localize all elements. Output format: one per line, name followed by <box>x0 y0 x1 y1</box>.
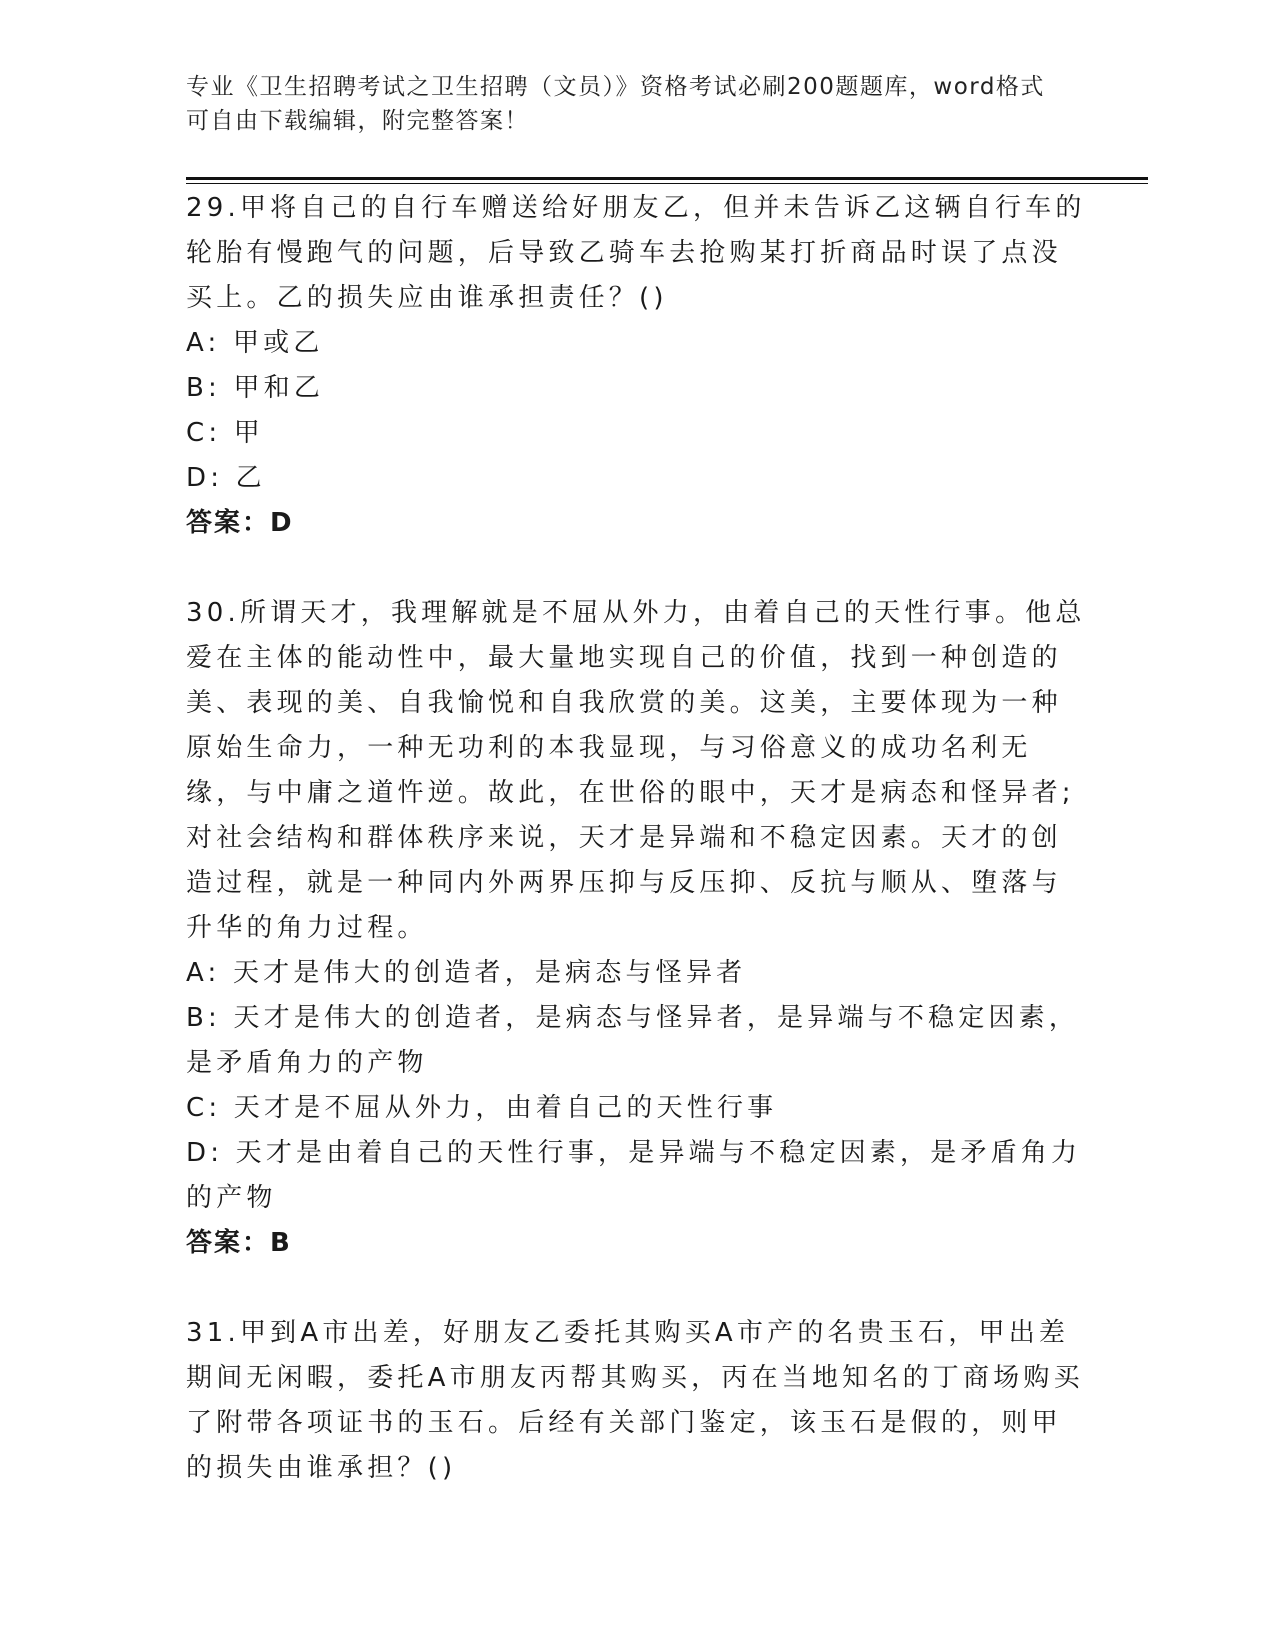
option-a: A: 天才是伟大的创造者，是病态与怪异者 <box>186 958 747 988</box>
header-rule-thick <box>186 177 1148 180</box>
answer-label: 答案：B <box>186 1228 292 1258</box>
question-text: 29.甲将自己的自行车赠送给好朋友乙，但并未告诉乙这辆自行车的轮胎有慢跑气的问题，后导致乙骑车去抢购某打折商品时误了点没买上。乙的损失应由谁承担责任？() <box>186 193 1086 313</box>
option-a: A: 甲或乙 <box>186 328 324 358</box>
answer-label: 答案：D <box>186 508 294 538</box>
option-b: B: 天才是伟大的创造者，是病态与怪异者，是异端与不稳定因素，是矛盾角力的产物 <box>186 1003 1080 1078</box>
question-spacer <box>186 546 1086 591</box>
option-d: D: 乙 <box>186 463 266 493</box>
question-text: 31.甲到A市出差，好朋友乙委托其购买A市产的名贵玉石，甲出差期间无闲暇，委托A市朋友丙帮其购买，丙在当地知名的丁商场购买了附带各项证书的玉石。后经有关部门鉴定，该玉石是假的，则甲的损失由谁承担？() <box>186 1318 1084 1483</box>
header-rule-thin <box>186 183 1148 184</box>
question-spacer <box>186 1266 1086 1311</box>
option-c: C: 甲 <box>186 418 264 448</box>
question-31 <box>186 1311 1086 1491</box>
option-d: D: 天才是由着自己的天性行事，是异端与不稳定因素，是矛盾角力的产物 <box>186 1138 1082 1213</box>
question-29 <box>186 186 1086 546</box>
document-header: 专业《卫生招聘考试之卫生招聘（文员）》资格考试必刷200题题库，word格式可自由下载编辑，附完整答案！ <box>186 74 1045 134</box>
question-30 <box>186 591 1086 1266</box>
option-c: C: 天才是不屈从外力，由着自己的天性行事 <box>186 1093 778 1123</box>
question-list <box>186 186 1086 1491</box>
question-text: 30.所谓天才，我理解就是不屈从外力，由着自己的天性行事。他总爱在主体的能动性中，最大量地实现自己的价值，找到一种创造的美、表现的美、自我愉悦和自我欣赏的美。这美，主要体现为一种原始生命力，一种无功利的本我显现，与习俗意义的成功名利无缘，与中庸之道忤逆。故此，在世俗的眼中，天才是病态和怪异者;对社会结构和群体秩序来说，天才是异端和不稳定因素。天才的创造过程，就是一种同内外两界压抑与反压抑、反抗与顺从、堕落与升华的角力过程。 <box>186 598 1086 943</box>
option-b: B: 甲和乙 <box>186 373 325 403</box>
